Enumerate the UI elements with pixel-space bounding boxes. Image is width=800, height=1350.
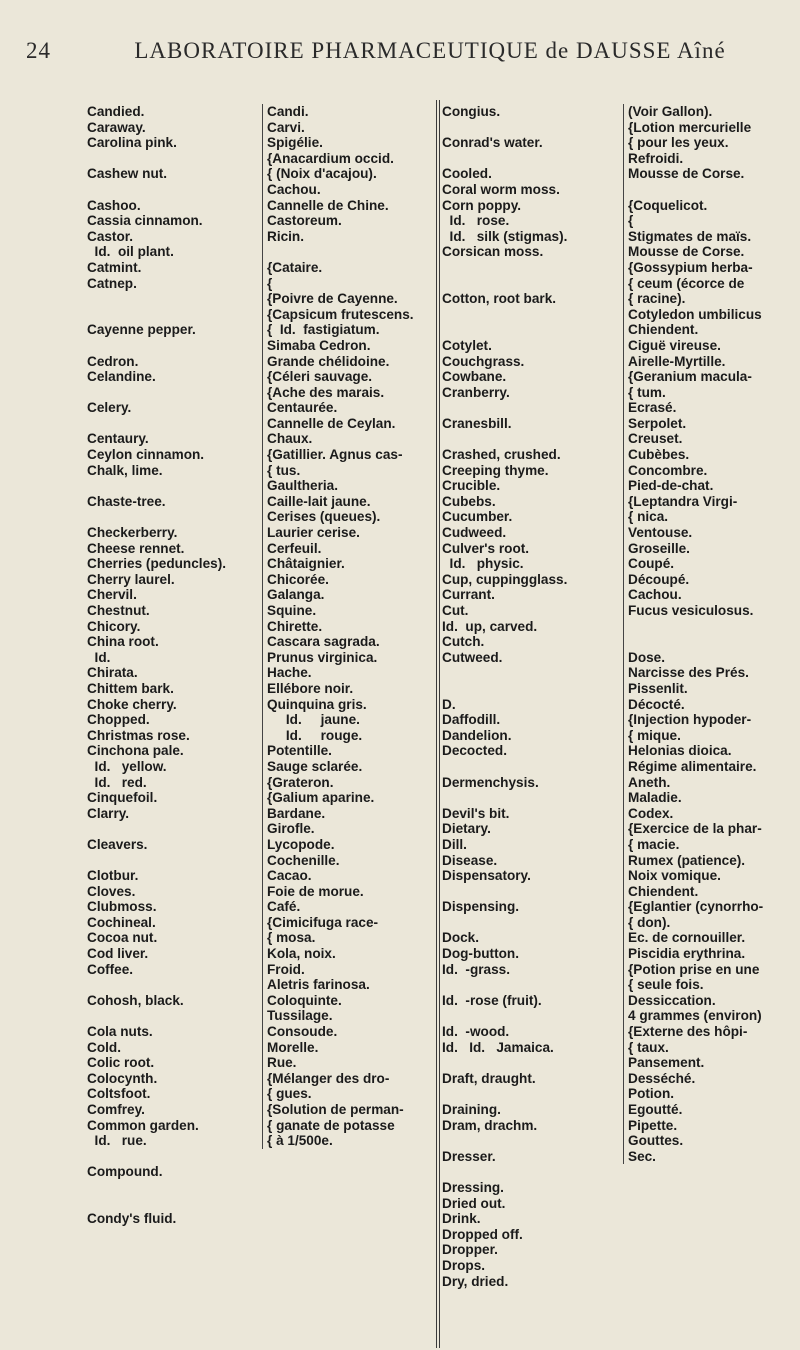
entry-line: Cherries (peduncles). [87, 556, 226, 572]
entry-line: Cubebs. [442, 493, 496, 509]
entry-line: Caraway. [87, 119, 146, 135]
entry-line: Cola nuts. [87, 1024, 153, 1040]
entry-line: Dermenchysis. [442, 774, 539, 790]
entry-line: Catnep. [87, 275, 137, 291]
entry-line: {Ache des marais. [267, 384, 385, 400]
entry-line: Conrad's water. [442, 135, 543, 151]
entry-line [87, 291, 255, 307]
entry-line: Gaultheria. [267, 478, 339, 494]
entry-line: Id. up, carved. [442, 618, 538, 634]
entry-line: Coupé. [628, 556, 675, 572]
entry-line [442, 322, 612, 338]
entry-line: Cod liver. [87, 946, 149, 962]
entry-line: Cranesbill. [442, 415, 512, 431]
entry-line: Aneth. [628, 774, 671, 790]
entry-line: Stigmates de maïs. [628, 228, 752, 244]
entry-line [442, 1086, 612, 1102]
entry-line: Castoreum. [267, 213, 342, 229]
entry-line [628, 182, 798, 198]
entry-line: Cotyledon umbilicus [628, 306, 762, 322]
entry-line: Piscidia erythrina. [628, 946, 746, 962]
entry-line: Id. physic. [442, 556, 524, 572]
entry-line: Cucumber. [442, 509, 513, 525]
entry-line: Bardane. [267, 805, 326, 821]
entry-line: { racine). [628, 291, 686, 307]
entry-line: Potion. [628, 1086, 675, 1102]
entry-line: Clarry. [87, 805, 130, 821]
entry-line: Centaurée. [267, 400, 338, 416]
entry-line: Cohosh, black. [87, 992, 184, 1008]
entry-line: Prunus virginica. [267, 649, 378, 665]
entry-line: Currant. [442, 587, 495, 603]
entry-line: { pour les yeux. [628, 135, 729, 151]
entry-line: Helonias dioica. [628, 743, 732, 759]
entry-line: { ganate de potasse [267, 1117, 395, 1133]
entry-line: Drink. [442, 1211, 481, 1227]
column-english-2 [442, 104, 612, 1289]
entry-line: Coltsfoot. [87, 1086, 151, 1102]
entry-line: Disease. [442, 852, 498, 868]
entry-line: Dose. [628, 649, 666, 665]
page-header [0, 38, 800, 68]
column-french-1 [262, 104, 442, 1149]
entry-line: Draining. [442, 1102, 501, 1117]
entry-line: Chervil. [87, 587, 137, 603]
entry-line: Cubèbes. [628, 447, 690, 463]
entry-line [628, 619, 798, 635]
entry-line: Dessiccation. [628, 992, 716, 1008]
entry-line: Carolina pink. [87, 135, 177, 151]
entry-line [442, 151, 612, 167]
entry-line: Centaury. [87, 431, 149, 447]
entry-line: Gouttes. [628, 1133, 684, 1149]
entry-line: Id. yellow. [87, 758, 167, 774]
entry-line [442, 400, 612, 416]
entry-line [442, 307, 612, 323]
entry-line: {Grateron. [267, 774, 334, 790]
entry-line: Laurier cerise. [267, 525, 360, 541]
entry-line [442, 276, 612, 292]
entry-line [87, 977, 255, 993]
entry-line: Desséché. [628, 1070, 696, 1086]
entry-line: Potentille. [267, 743, 332, 759]
entry-line: {Solution de perman- [267, 1102, 404, 1117]
entry-line: Cup, cuppingglass. [442, 571, 568, 587]
entry-line [87, 1180, 255, 1196]
column-divider [436, 100, 437, 1348]
entry-line: Congius. [442, 104, 501, 119]
entry-line: (Voir Gallon). [628, 104, 713, 119]
entry-line: { nica. [628, 509, 669, 525]
entry-line: Cashew nut. [87, 166, 168, 182]
entry-line: {Gatillier. Agnus cas- [267, 447, 403, 463]
entry-line [442, 1008, 612, 1024]
entry-line: Ventouse. [628, 525, 693, 541]
entry-line: Découpé. [628, 571, 690, 587]
entry-line: {Potion prise en une [628, 961, 760, 977]
entry-line: Colic root. [87, 1055, 155, 1071]
entry-line [87, 385, 255, 401]
entry-line: Compound. [87, 1164, 163, 1180]
entry-line: Spigélie. [267, 135, 323, 151]
entry-line: Mousse de Corse. [628, 244, 745, 260]
entry-line: Cotton, root bark. [442, 291, 557, 307]
entry-line: Coral worm moss. [442, 181, 560, 197]
entry-line: Aletris farinosa. [267, 977, 370, 993]
entry-line: Common garden. [87, 1117, 199, 1133]
entry-line: Ellébore noir. [267, 680, 354, 696]
entry-line [442, 1133, 612, 1149]
entry-line [87, 853, 255, 869]
entry-line: Concombre. [628, 462, 708, 478]
entry-line: Cutweed. [442, 649, 503, 665]
entry-line: Id. oil plant. [87, 244, 174, 260]
entry-line: Airelle-Myrtille. [628, 353, 726, 369]
entry-line: { (Noix d'acajou). [267, 166, 377, 182]
entry-line: Narcisse des Prés. [628, 665, 749, 681]
entry-line: Cerfeuil. [267, 540, 322, 556]
entry-line: Cutch. [442, 634, 485, 650]
entry-line: Id. red. [87, 774, 147, 790]
entry-line: Dock. [442, 930, 480, 946]
entry-line: Dresser. [442, 1148, 496, 1164]
entry-line: Id. silk (stigmas). [442, 228, 568, 244]
entry-line: { tus. [267, 462, 301, 478]
entry-line: {Poivre de Cayenne. [267, 291, 398, 307]
entry-line: Cashoo. [87, 197, 141, 213]
entry-line: Comfrey. [87, 1102, 145, 1117]
entry-line: Id. rose. [442, 213, 510, 229]
entry-line: Chicorée. [267, 571, 329, 587]
entry-line: Chirata. [87, 665, 138, 681]
entry-line: {Galium aparine. [267, 790, 375, 806]
entry-line: Colocynth. [87, 1070, 158, 1086]
entry-line [87, 151, 255, 167]
entry-line: Celandine. [87, 369, 156, 385]
entry-line: Caille-lait jaune. [267, 493, 371, 509]
entry-line [442, 977, 612, 993]
column-english-1 [87, 104, 255, 1227]
entry-line: Chiendent. [628, 322, 699, 338]
entry-line: D. [442, 696, 456, 712]
entry-line: Dispensatory. [442, 868, 531, 884]
entry-line [87, 509, 255, 525]
entry-line: Chaux. [267, 431, 313, 447]
entry-line [87, 1196, 255, 1212]
entry-line: Culver's root. [442, 540, 530, 556]
entry-line: {Leptandra Virgi- [628, 493, 738, 509]
entry-line: Choke cherry. [87, 696, 177, 712]
entry-line: Rue. [267, 1055, 297, 1071]
entry-line: Cut. [442, 603, 469, 618]
page-title: LABORATOIRE PHARMACEUTIQUE de DAUSSE Aîné [134, 38, 726, 63]
entry-line: Corn poppy. [442, 197, 522, 213]
entry-line: Devil's bit. [442, 805, 510, 821]
entry-line: Cochenille. [267, 852, 340, 868]
entry-line: Noix vomique. [628, 868, 721, 884]
entry-line [442, 790, 612, 806]
entry-line: Cold. [87, 1039, 121, 1055]
entry-line: Couchgrass. [442, 353, 525, 369]
entry-line: Squine. [267, 603, 317, 618]
entry-line: Foie de morue. [267, 883, 364, 899]
entry-line: { macie. [628, 836, 680, 852]
entry-line: Cleavers. [87, 836, 148, 852]
entry-line: Cocoa nut. [87, 930, 158, 946]
entry-line: Condy's fluid. [87, 1211, 177, 1227]
entry-line: { [267, 275, 273, 291]
entry-line: Chicory. [87, 618, 141, 634]
entry-line: { gues. [267, 1086, 312, 1102]
entry-line: Id. jaune. [267, 712, 360, 728]
entry-line: Dressing. [442, 1179, 504, 1195]
entry-line: Consoude. [267, 1024, 338, 1040]
entry-line: Decocted. [442, 743, 507, 759]
entry-line: Daffodill. [442, 712, 501, 728]
entry-line: Id. rue. [87, 1133, 147, 1149]
entry-line: Celery. [87, 400, 132, 416]
entry-line [87, 478, 255, 494]
entry-line: Simaba Cedron. [267, 337, 371, 353]
entry-line: Cacao. [267, 868, 312, 884]
entry-line: Castor. [87, 228, 134, 244]
entry-line: { seule fois. [628, 977, 704, 993]
entry-line: Ecrasé. [628, 400, 677, 416]
entry-line [87, 182, 255, 198]
entry-line: Sauge sclarée. [267, 758, 363, 774]
entry-line: { [628, 213, 634, 229]
entry-line: { mosa. [267, 930, 316, 946]
entry-line: Cheese rennet. [87, 540, 185, 556]
entry-line: Cayenne pepper. [87, 322, 196, 338]
entry-line: Cachou. [267, 181, 321, 197]
entry-line: Cedron. [87, 353, 139, 369]
entry-line: Kola, noix. [267, 946, 336, 962]
entry-line: Cotylet. [442, 337, 492, 353]
entry-line: Cerises (queues). [267, 509, 381, 525]
entry-line: Draft, draught. [442, 1070, 536, 1086]
entry-line [87, 1149, 255, 1165]
entry-line: Chittem bark. [87, 680, 174, 696]
entry-line [87, 821, 255, 837]
entry-line: {Exercice de la phar- [628, 821, 762, 837]
entry-line: Id. -rose (fruit). [442, 992, 542, 1008]
entry-line [87, 1008, 255, 1024]
entry-line [87, 416, 255, 432]
entry-line: Tussilage. [267, 1008, 333, 1024]
entry-line: Checkerberry. [87, 525, 178, 541]
entry-line: Ciguë vireuse. [628, 337, 721, 353]
entry-line: Cudweed. [442, 525, 507, 541]
entry-line: Pipette. [628, 1117, 678, 1133]
entry-line: Clubmoss. [87, 899, 157, 915]
entry-line: Décocté. [628, 696, 685, 712]
entry-line: Dried out. [442, 1195, 506, 1211]
entry-line: Lycopode. [267, 836, 335, 852]
entry-line: { à 1/500e. [267, 1133, 333, 1149]
column-french-2 [623, 104, 798, 1164]
entry-line [267, 244, 442, 260]
entry-line: {Injection hypoder- [628, 712, 752, 728]
entry-line: Candi. [267, 104, 309, 119]
entry-line: Grande chélidoine. [267, 353, 390, 369]
entry-line: Rumex (patience). [628, 852, 746, 868]
entry-line: Sec. [628, 1148, 656, 1164]
entry-line: Girofle. [267, 821, 315, 837]
entry-line [442, 759, 612, 775]
entry-line: {Eglantier (cynorrho- [628, 899, 764, 915]
entry-line [442, 431, 612, 447]
entry-line: Cranberry. [442, 384, 510, 400]
entry-line: China root. [87, 634, 159, 650]
entry-line: {Céleri sauvage. [267, 369, 373, 385]
column-divider [439, 100, 440, 1348]
entry-line: Serpolet. [628, 415, 687, 431]
entry-line: Dandelion. [442, 727, 512, 743]
entry-line: Cascara sagrada. [267, 634, 380, 650]
entry-line [442, 1164, 612, 1180]
entry-line: Carvi. [267, 119, 305, 135]
entry-line: {Coquelicot. [628, 197, 708, 213]
entry-line: Chestnut. [87, 603, 150, 618]
entry-line: {Externe des hôpi- [628, 1024, 748, 1040]
entry-line: Chaste-tree. [87, 493, 166, 509]
entry-line: Creuset. [628, 431, 683, 447]
page-number: 24 [26, 38, 51, 63]
entry-line: Creeping thyme. [442, 462, 549, 478]
entry-line: Café. [267, 899, 301, 915]
entry-line: Coloquinte. [267, 992, 342, 1008]
entry-line: Cannelle de Chine. [267, 197, 389, 213]
entry-line: Ceylon cinnamon. [87, 447, 205, 463]
entry-line: 4 grammes (environ) [628, 1008, 762, 1024]
entry-line: { don). [628, 914, 671, 930]
entry-line: Chalk, lime. [87, 462, 163, 478]
entry-line: Cinquefoil. [87, 790, 158, 806]
entry-line [442, 681, 612, 697]
entry-line: Cherry laurel. [87, 571, 175, 587]
entry-line: {Geranium macula- [628, 369, 752, 385]
entry-line: Morelle. [267, 1039, 319, 1055]
entry-line: Galanga. [267, 587, 325, 603]
entry-line: {Mélanger des dro- [267, 1070, 390, 1086]
entry-line: Crashed, crushed. [442, 447, 561, 463]
entry-line: Corsican moss. [442, 244, 544, 260]
entry-line: Catmint. [87, 259, 142, 275]
entry-line: Maladie. [628, 790, 682, 806]
entry-line: Pansement. [628, 1055, 705, 1071]
entry-line: Drops. [442, 1257, 486, 1273]
entry-line: {Lotion mercurielle [628, 119, 752, 135]
entry-line: { tum. [628, 384, 666, 400]
entry-line: Pissenlit. [628, 680, 688, 696]
entry-line: Id. -grass. [442, 961, 510, 977]
entry-line [628, 634, 798, 650]
entry-line: Cochineal. [87, 914, 156, 930]
entry-line [442, 915, 612, 931]
entry-line: Fucus vesiculosus. [628, 603, 754, 618]
entry-line [442, 665, 612, 681]
entry-line: Froid. [267, 961, 305, 977]
entry-line: Id. [87, 649, 111, 665]
entry-line: Dram, drachm. [442, 1117, 538, 1133]
entry-line: Pied-de-chat. [628, 478, 714, 494]
entry-line: Codex. [628, 805, 674, 821]
entry-line [442, 1055, 612, 1071]
entry-line [442, 260, 612, 276]
entry-line [87, 307, 255, 323]
entry-line [87, 338, 255, 354]
entry-line: Dill. [442, 836, 467, 852]
entry-line: Chopped. [87, 712, 150, 728]
entry-line: Dropped off. [442, 1226, 523, 1242]
entry-line: { taux. [628, 1039, 669, 1055]
entry-line: Hache. [267, 665, 312, 681]
entry-line: { ceum (écorce de [628, 275, 745, 291]
entry-line: { Id. fastigiatum. [267, 322, 380, 338]
entry-line: Egoutté. [628, 1102, 683, 1117]
entry-line: Dropper. [442, 1242, 498, 1258]
entry-line: Crucible. [442, 478, 501, 494]
entry-line: Cinchona pale. [87, 743, 184, 759]
entry-line: {Capsicum frutescens. [267, 306, 414, 322]
entry-line: Christmas rose. [87, 727, 190, 743]
entry-line [442, 120, 612, 136]
entry-line: Chirette. [267, 618, 323, 634]
entry-line: Refroidi. [628, 150, 684, 166]
entry-line: {Cimicifuga race- [267, 914, 379, 930]
entry-line: Cachou. [628, 587, 682, 603]
entry-line: Clotbur. [87, 868, 139, 884]
entry-line: Chiendent. [628, 883, 699, 899]
entry-line: Quinquina gris. [267, 696, 367, 712]
entry-line: {Cataire. [267, 259, 323, 275]
entry-line: Coffee. [87, 961, 134, 977]
entry-line: Régime alimentaire. [628, 758, 757, 774]
entry-line: Candied. [87, 104, 145, 119]
entry-line: Châtaignier. [267, 556, 345, 572]
entry-line: Cassia cinnamon. [87, 213, 203, 229]
entry-line: Mousse de Corse. [628, 166, 745, 182]
entry-line: Dry, dried. [442, 1273, 509, 1289]
entry-line: { mique. [628, 727, 681, 743]
entry-line [442, 884, 612, 900]
entry-line: Ec. de cornouiller. [628, 930, 746, 946]
entry-line: Dog-button. [442, 946, 519, 962]
entry-line: {Anacardium occid. [267, 150, 394, 166]
entry-line: Groseille. [628, 540, 690, 556]
entry-line: Id. -wood. [442, 1024, 510, 1040]
entry-line: Cooled. [442, 166, 492, 182]
entry-line: Ricin. [267, 228, 305, 244]
entry-line: Dispensing. [442, 899, 520, 915]
entry-line: Cannelle de Ceylan. [267, 415, 396, 431]
entry-line: Dietary. [442, 821, 491, 837]
entry-line: Id. rouge. [267, 727, 363, 743]
entry-line: Cowbane. [442, 369, 507, 385]
entry-line: {Gossypium herba- [628, 259, 753, 275]
entry-line: Id. Id. Jamaica. [442, 1039, 554, 1055]
entry-line: Cloves. [87, 883, 136, 899]
